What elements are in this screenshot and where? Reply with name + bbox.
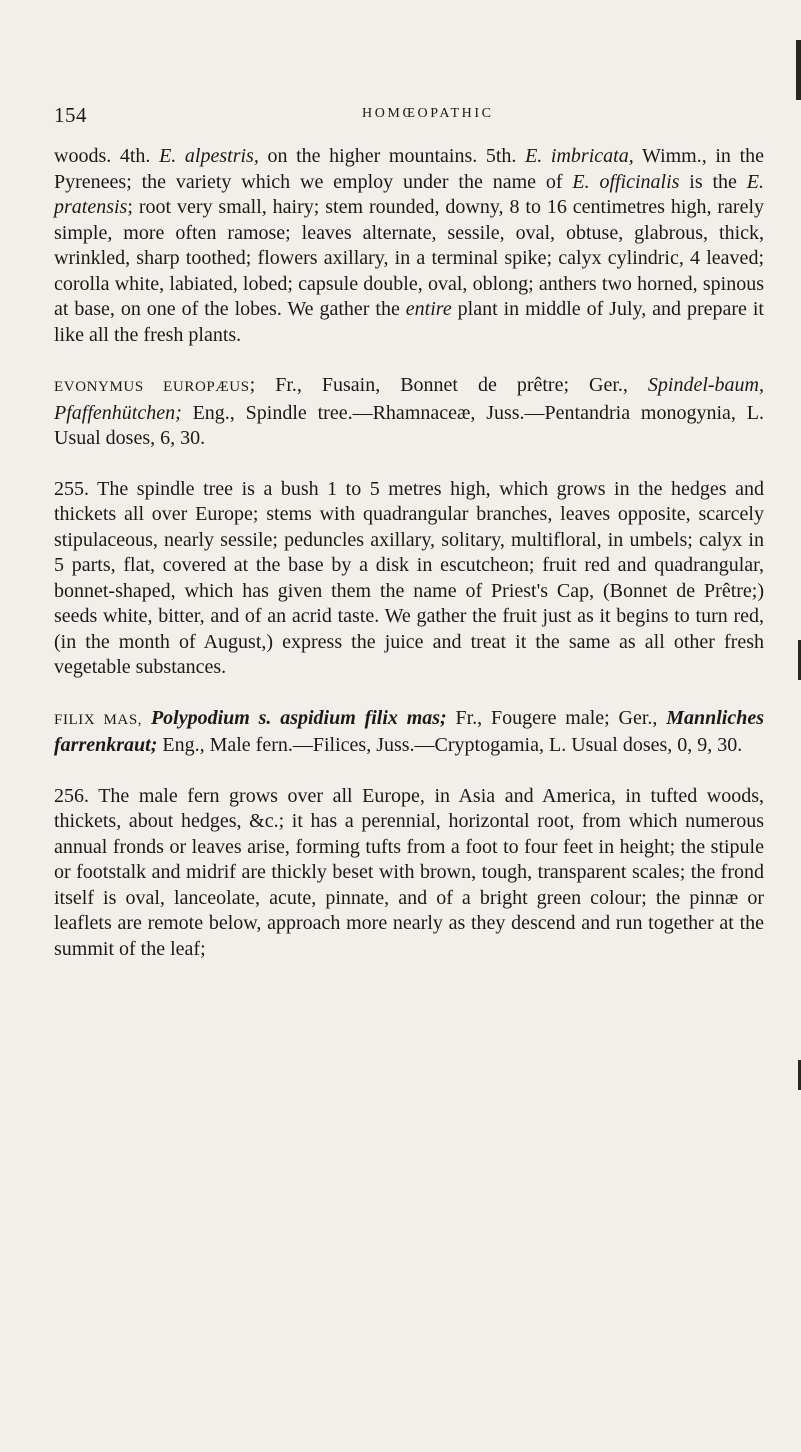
paragraph-256-male-fern: 256. The male fern grows over all Europe, in Asia and America, in tufted woods, thickets, about hedges, &c.; it has a perennial, horizontal root, from which numerous annual fronds or leaves arise, forming tufts from a foot to four feet in height; the stipule or footstalk and midrif are thickly beset with brown, tough, transparent scales; the frond itself is oval, lanceolate, acute, pinnate, and of a bright green colour; the pinnæ or leaflets are remote below, approach more nearly as they descend and run together at the summit of the leaf;: [54, 784, 764, 960]
text-run: Wimm., in the Pyrenees; the variety which we employ under the name of: [54, 145, 765, 193]
german-names: Spindel-baum, Pfaffenhütchen;: [54, 374, 764, 424]
species-name: E. officinalis: [572, 170, 680, 193]
species-name: E. alpestris,: [159, 145, 259, 167]
body-text: [54, 144, 764, 962]
entry-heading-evonymus: [54, 373, 764, 452]
paragraph-spacer: [54, 348, 764, 373]
text-run: is the: [679, 170, 747, 193]
text-run: ; root very small, hairy; stem rounded, downy, 8 to 16 centimetres high, rarely simple, more often ramose; leaves alternate, sessile, oval, obtuse, glabrous, thick, wrinkled, sharp toothed; flowers axillary, in a terminal spike; calyx cylindric, 4 leaved; corolla white, labiated, lobed; capsule double, oval, oblong; anthers two horned, spinous at base, on one of the lobes. We gather the: [54, 196, 764, 320]
paragraph-euphrasia-varieties: [54, 144, 764, 348]
entry-title: EVONYMUS EUROPÆUS: [54, 379, 250, 395]
paragraph-255-spindle-tree: 255. The spindle tree is a bush 1 to 5 metres high, which grows in the hedges and thickets all over Europe; stems with quadrangular branches, leaves opposite, scarcely stipulaceous, nearly sessile; peduncles axillary, solitary, multifloral, in umbels; calyx in 5 parts, flat, covered at the base by a disk in escutcheon; fruit red and quadrangular, bonnet-shaped, which has given them the name of Priest's Cap, (Bonnet de Prêtre;) seeds white, bitter, and of an acrid taste. We gather the fruit just as it begins to turn red, (in the month of August,) express the juice and treat it the same as all other fresh vegetable substances.: [54, 477, 764, 678]
latin-synonym: Polypodium s. aspidium filix mas;: [150, 706, 447, 729]
page-number: 154: [54, 103, 87, 127]
text-run: on the higher mountains. 5th.: [258, 145, 526, 167]
text-run: ; Fr., Fusain, Bonnet de prêtre; Ger.,: [249, 374, 648, 396]
paragraph-spacer: [54, 681, 764, 706]
entry-heading-filix-mas: [54, 706, 764, 759]
species-name: E. pratensis: [54, 170, 765, 218]
page-header: [54, 103, 754, 133]
entry-title: FILIX MAS,: [54, 711, 143, 728]
page-edge-mark: [796, 40, 801, 100]
paragraph-spacer: [54, 452, 764, 477]
text-run: [142, 707, 151, 729]
paragraph-spacer: [54, 759, 764, 784]
text-run: Fr., Fougere male; Ger.,: [446, 706, 667, 729]
text-run: Eng., Male fern.—Filices, Juss.—Cryptogamia, L. Usual doses, 0, 9, 30.: [157, 734, 743, 756]
text-run: plant in middle of July, and prepare it like all the fresh plants.: [54, 298, 764, 346]
german-name: Mannliches farrenkraut;: [54, 706, 765, 756]
species-name: E. imbricata,: [525, 145, 634, 167]
text-run: woods. 4th.: [54, 145, 160, 167]
emphasis: entire: [405, 298, 452, 320]
text-run: Eng., Spindle tree.—Rhamnaceæ, Juss.—Pentandria monogynia, L. Usual doses, 6, 30.: [54, 401, 764, 449]
running-head: HOMŒOPATHIC: [362, 106, 494, 121]
